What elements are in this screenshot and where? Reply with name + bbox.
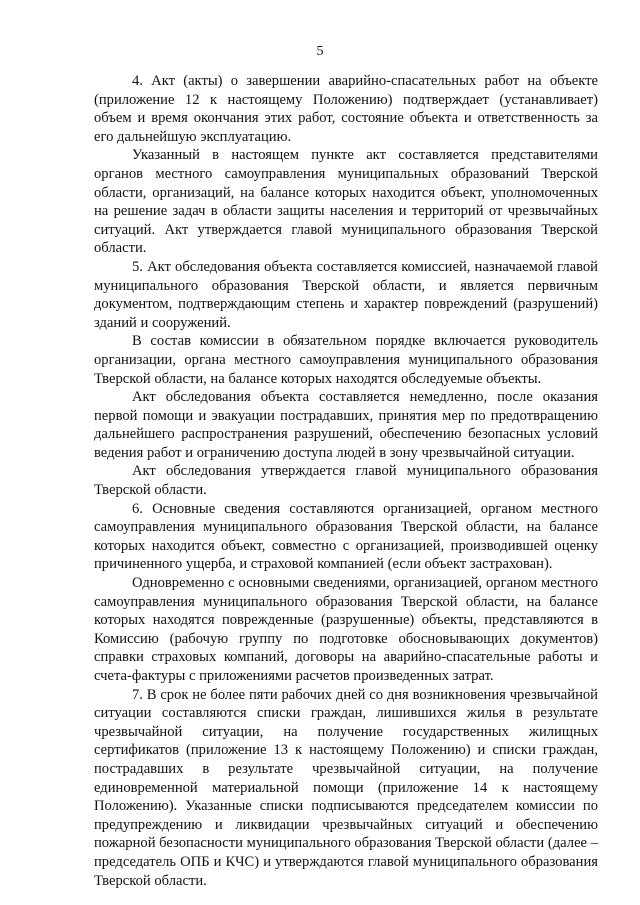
paragraph-act-compilers: Указанный в настоящем пункте акт составляется представителями органов местного самоуправления муниципальных образований Тверской области, организаций, на балансе которых находится объект, уполномоченных на решение задач в области защиты населения и территорий от чрезвычайных ситуаций. Акт утверждается главой муниципального образования Тверской области.: [94, 147, 598, 257]
paragraph-item-4-act-completion: 4. Акт (акты) о завершении аварийно-спасательных работ на объекте (приложение 12 к настоящему Положению) подтверждает (устанавливает) объем и время окончания этих работ, состояние объекта и ответственность за его дальнейшую эксплуатацию.: [94, 73, 598, 145]
paragraph-item-5-inspection-act: 5. Акт обследования объекта составляется комиссией, назначаемой главой муниципального образования Тверской области, и является первичным документом, подтверждающим степень и характер повреждений (разрушений) зданий и сооружений.: [94, 258, 598, 331]
paragraph-commission-composition: В состав комиссии в обязательном порядке включается руководитель организации, органа местного самоуправления муниципального образования Тверской области, на балансе которых находятся обследуемые объекты.: [94, 333, 598, 387]
page-number: 5: [316, 44, 324, 59]
paragraph-supporting-documents: Одновременно с основными сведениями, организацией, органом местного самоуправления муниципального образования Тверской области, на балансе которых находятся поврежденные (разрушенные) объекты, представляются в Комиссию (рабочую группу по подготовке обосновывающих документов) справки страховых компаний, договоры на аварийно-спасательные работы и счета-фактуры с приложениями расчетов произведенных затрат.: [94, 575, 598, 684]
paragraph-inspection-approval: Акт обследования утверждается главой муниципального образования Тверской области.: [94, 463, 598, 499]
paragraph-item-6-basic-info: 6. Основные сведения составляются организацией, органом местного самоуправления муниципального образования Тверской области, на балансе которых находится объект, совместно с организацией, производившей оценку причиненного ущерба, и страховой компанией (если объект застрахован).: [94, 500, 598, 573]
document-body: [94, 72, 598, 890]
paragraph-inspection-timing: Акт обследования объекта составляется немедленно, после оказания первой помощи и эвакуации пострадавших, принятия мер по предотвращению дальнейшего распространения разрушений, обеспечению безопасных условий ведения работ и ограничению доступа людей в зону чрезвычайной ситуации.: [94, 389, 598, 461]
paragraph-item-7-citizen-lists: 7. В срок не более пяти рабочих дней со дня возникновения чрезвычайной ситуации составляются списки граждан, лишившихся жилья в результате чрезвычайной ситуации, на получение государственных жилищных сертификатов (приложение 13 к настоящему Положению) и списки граждан, пострадавших в результате чрезвычайной ситуации, на получение единовременной материальной помощи (приложение 14 к настоящему Положению). Указанные списки подписываются председателем комиссии по предупреждению и ликвидации чрезвычайных ситуаций и обеспечению пожарной безопасности муниципального образования Тверской области (далее – председатель ОПБ и КЧС) и утверждаются главой муниципального образования Тверской области.: [94, 686, 598, 889]
